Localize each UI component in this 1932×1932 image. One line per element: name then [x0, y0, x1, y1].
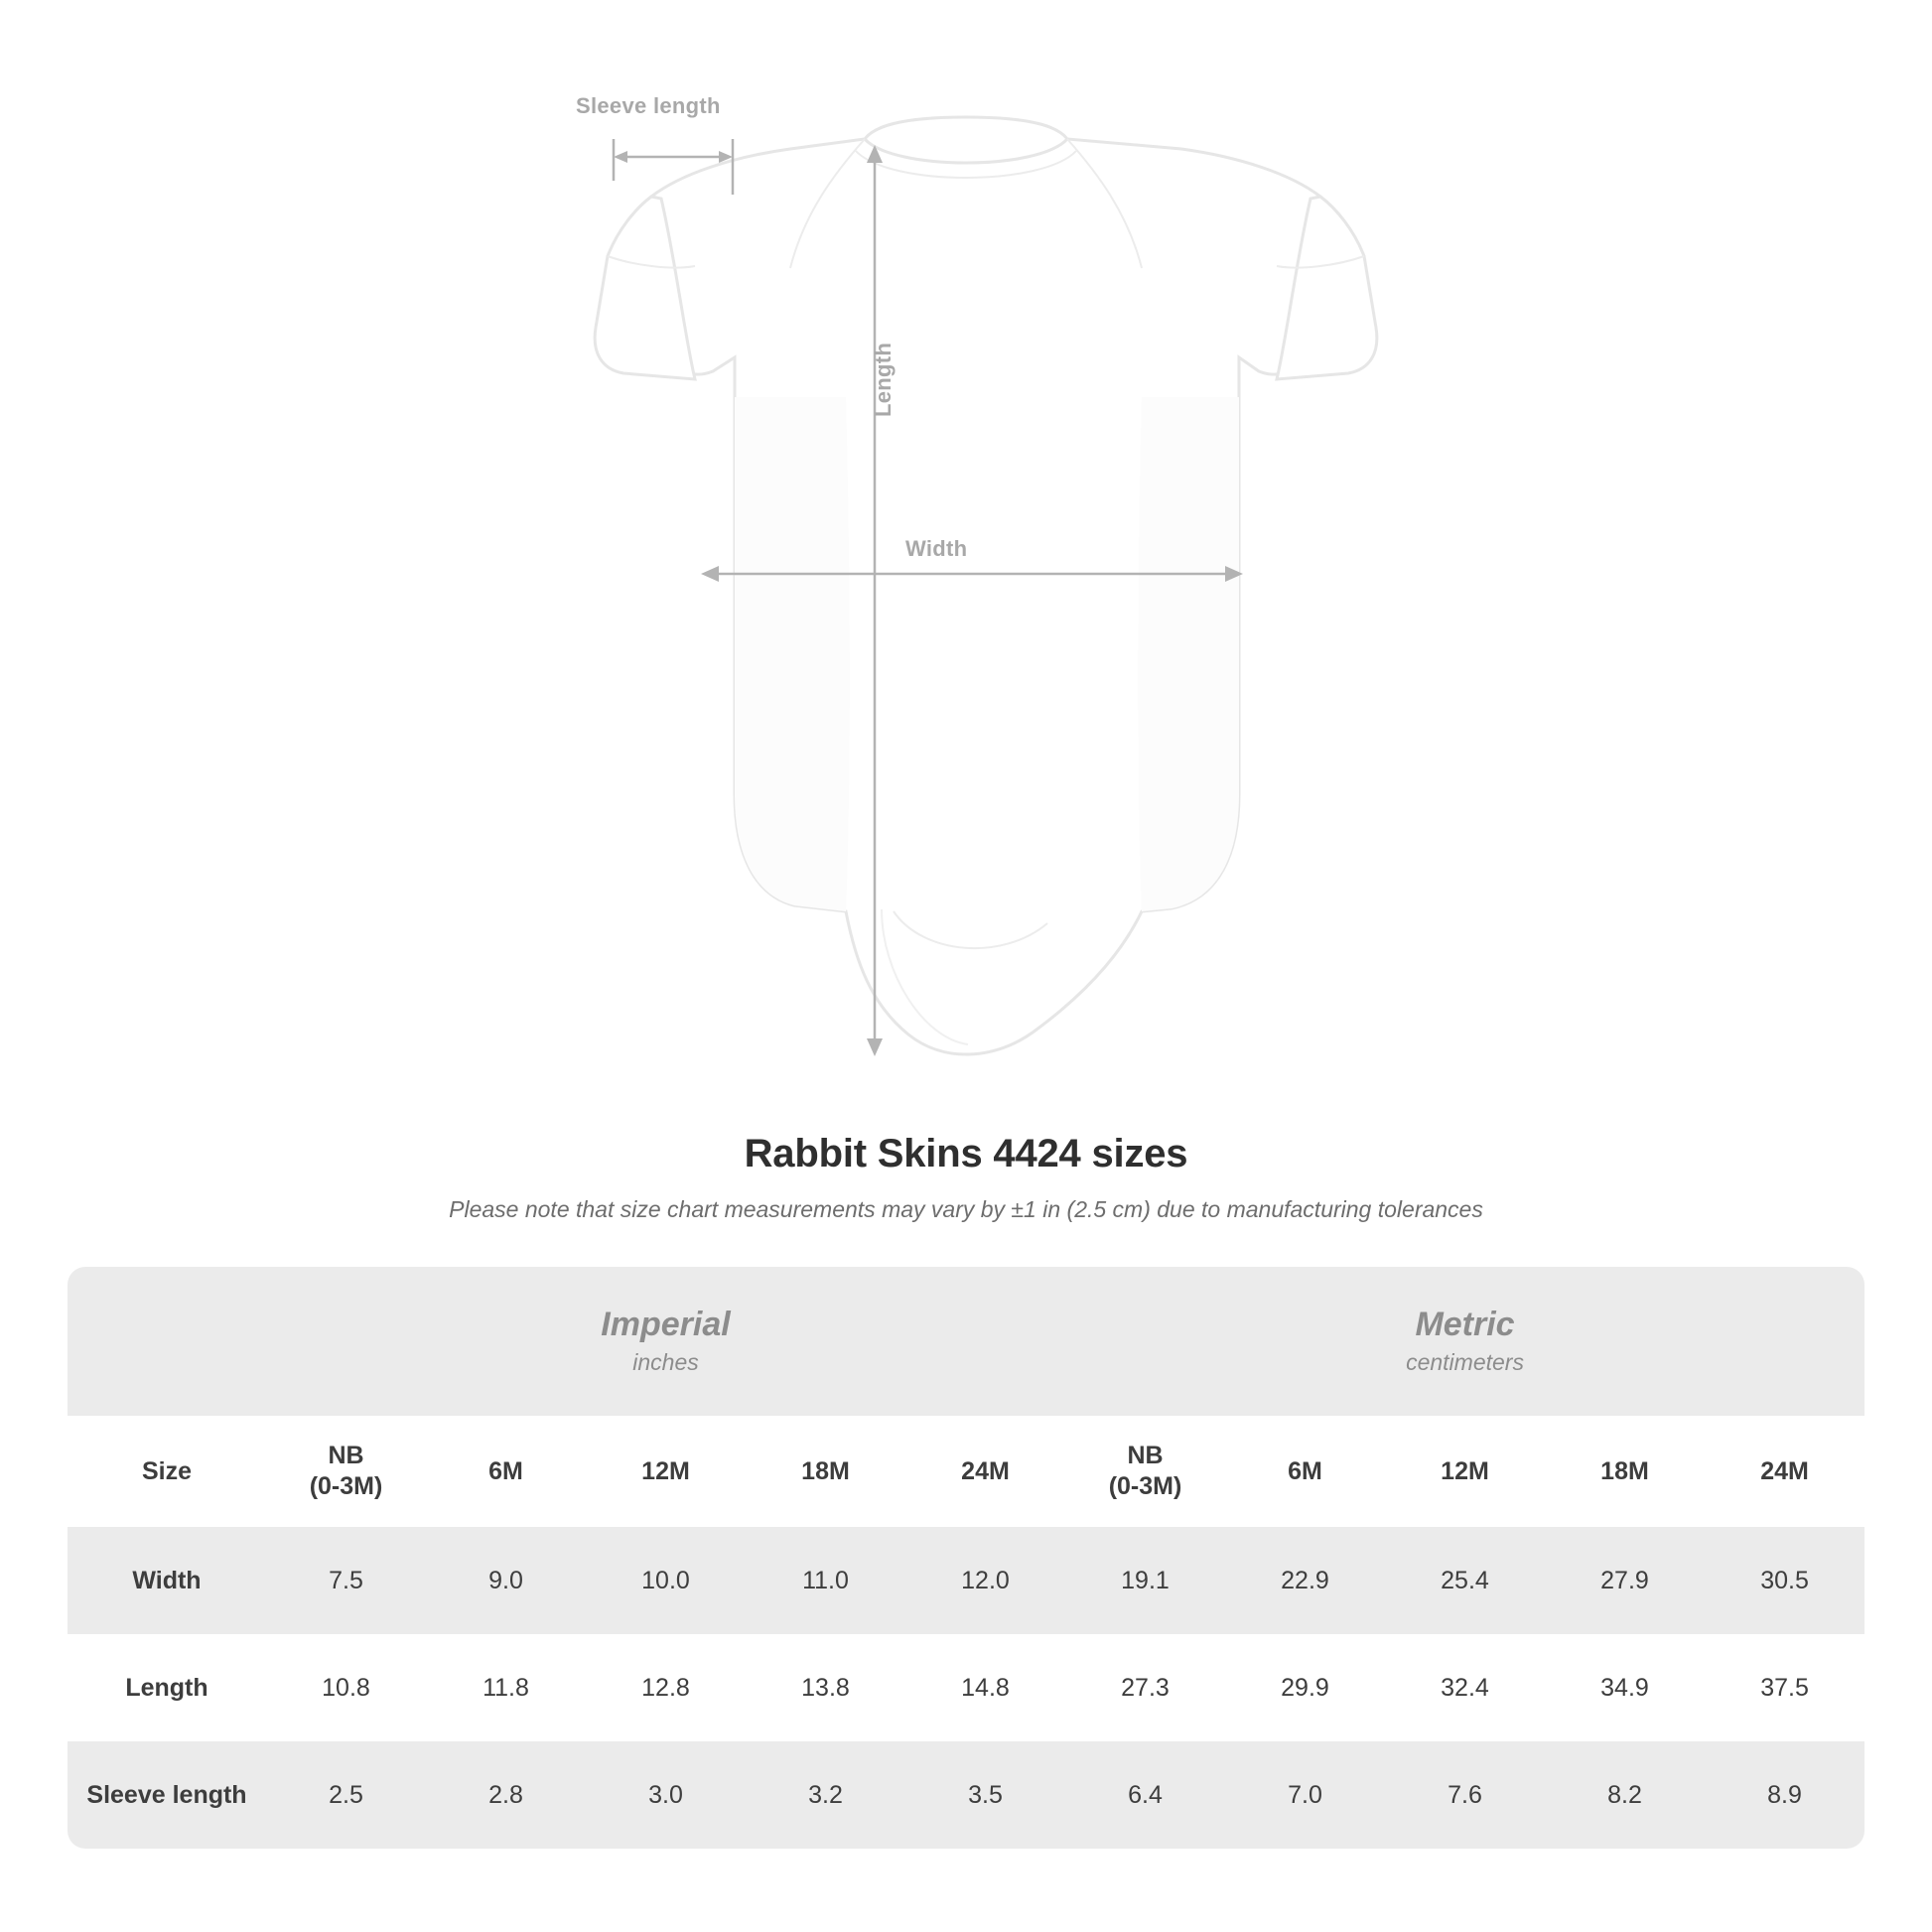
row-label-length: Length	[68, 1634, 266, 1741]
size-table-wrapper	[68, 1267, 1864, 1849]
page-title: Rabbit Skins 4424 sizes	[744, 1132, 1188, 1175]
size-header-12m-imperial: 12M	[586, 1416, 746, 1527]
table-row	[68, 1741, 1864, 1849]
cell-length-6m-imperial: 11.8	[426, 1634, 586, 1741]
bodysuit-shape	[595, 117, 1377, 1054]
cell-width-nb-metric: 19.1	[1065, 1527, 1225, 1634]
size-header-6m-imperial: 6M	[426, 1416, 586, 1527]
cell-length-18m-imperial: 13.8	[746, 1634, 905, 1741]
width-label: Width	[905, 536, 968, 561]
cell-sleeve-nb-metric: 6.4	[1065, 1741, 1225, 1849]
cell-length-12m-metric: 32.4	[1385, 1634, 1545, 1741]
cell-width-6m-imperial: 9.0	[426, 1527, 586, 1634]
cell-length-24m-metric: 37.5	[1705, 1634, 1864, 1741]
size-sub: (0-3M)	[309, 1472, 383, 1500]
row-label-width: Width	[68, 1527, 266, 1634]
size-header-cell: Size	[68, 1416, 266, 1527]
size-header-24m-metric: 24M	[1705, 1416, 1864, 1527]
length-label: Length	[871, 342, 896, 417]
size-header-18m-metric: 18M	[1545, 1416, 1705, 1527]
cell-sleeve-24m-imperial: 3.5	[905, 1741, 1065, 1849]
cell-length-12m-imperial: 12.8	[586, 1634, 746, 1741]
cell-width-18m-imperial: 11.0	[746, 1527, 905, 1634]
unit-header-row	[68, 1267, 1864, 1416]
size-header-24m-imperial: 24M	[905, 1416, 1065, 1527]
cell-width-12m-metric: 25.4	[1385, 1527, 1545, 1634]
unit-name-imperial: Imperial	[601, 1305, 731, 1343]
unit-header-imperial	[266, 1267, 1065, 1416]
table-row	[68, 1527, 1864, 1634]
cell-width-nb-imperial: 7.5	[266, 1527, 426, 1634]
cell-width-24m-imperial: 12.0	[905, 1527, 1065, 1634]
cell-width-6m-metric: 22.9	[1225, 1527, 1385, 1634]
unit-name-metric: Metric	[1415, 1305, 1515, 1343]
cell-sleeve-6m-metric: 7.0	[1225, 1741, 1385, 1849]
size-header-12m-metric: 12M	[1385, 1416, 1545, 1527]
unit-sub-metric: centimeters	[1406, 1349, 1524, 1376]
unit-sub-imperial: inches	[632, 1349, 699, 1376]
size-header-nb-metric	[1065, 1416, 1225, 1527]
size-header-row	[68, 1416, 1864, 1527]
row-label-sleeve-length: Sleeve length	[68, 1741, 266, 1849]
table-corner-cell	[68, 1267, 266, 1416]
title-block	[0, 1132, 1932, 1223]
size-header-6m-metric: 6M	[1225, 1416, 1385, 1527]
size-table	[68, 1267, 1864, 1849]
cell-sleeve-18m-metric: 8.2	[1545, 1741, 1705, 1849]
cell-sleeve-12m-imperial: 3.0	[586, 1741, 746, 1849]
cell-sleeve-18m-imperial: 3.2	[746, 1741, 905, 1849]
cell-length-nb-metric: 27.3	[1065, 1634, 1225, 1741]
unit-header-metric	[1065, 1267, 1864, 1416]
cell-length-18m-metric: 34.9	[1545, 1634, 1705, 1741]
sleeve-length-label: Sleeve length	[576, 93, 721, 118]
cell-width-24m-metric: 30.5	[1705, 1527, 1864, 1634]
cell-width-18m-metric: 27.9	[1545, 1527, 1705, 1634]
size-header-nb-imperial	[266, 1416, 426, 1527]
table-row	[68, 1634, 1864, 1741]
size-main: NB	[1127, 1441, 1164, 1469]
cell-length-6m-metric: 29.9	[1225, 1634, 1385, 1741]
cell-sleeve-6m-imperial: 2.8	[426, 1741, 586, 1849]
size-sub: (0-3M)	[1108, 1472, 1182, 1500]
cell-sleeve-24m-metric: 8.9	[1705, 1741, 1864, 1849]
cell-sleeve-nb-imperial: 2.5	[266, 1741, 426, 1849]
tolerance-note: Please note that size chart measurements may vary by ±1 in (2.5 cm) due to manufacturing tolerances	[449, 1196, 1483, 1222]
cell-length-nb-imperial: 10.8	[266, 1634, 426, 1741]
cell-sleeve-12m-metric: 7.6	[1385, 1741, 1545, 1849]
cell-width-12m-imperial: 10.0	[586, 1527, 746, 1634]
cell-length-24m-imperial: 14.8	[905, 1634, 1065, 1741]
size-main: NB	[328, 1441, 364, 1469]
size-header-18m-imperial: 18M	[746, 1416, 905, 1527]
